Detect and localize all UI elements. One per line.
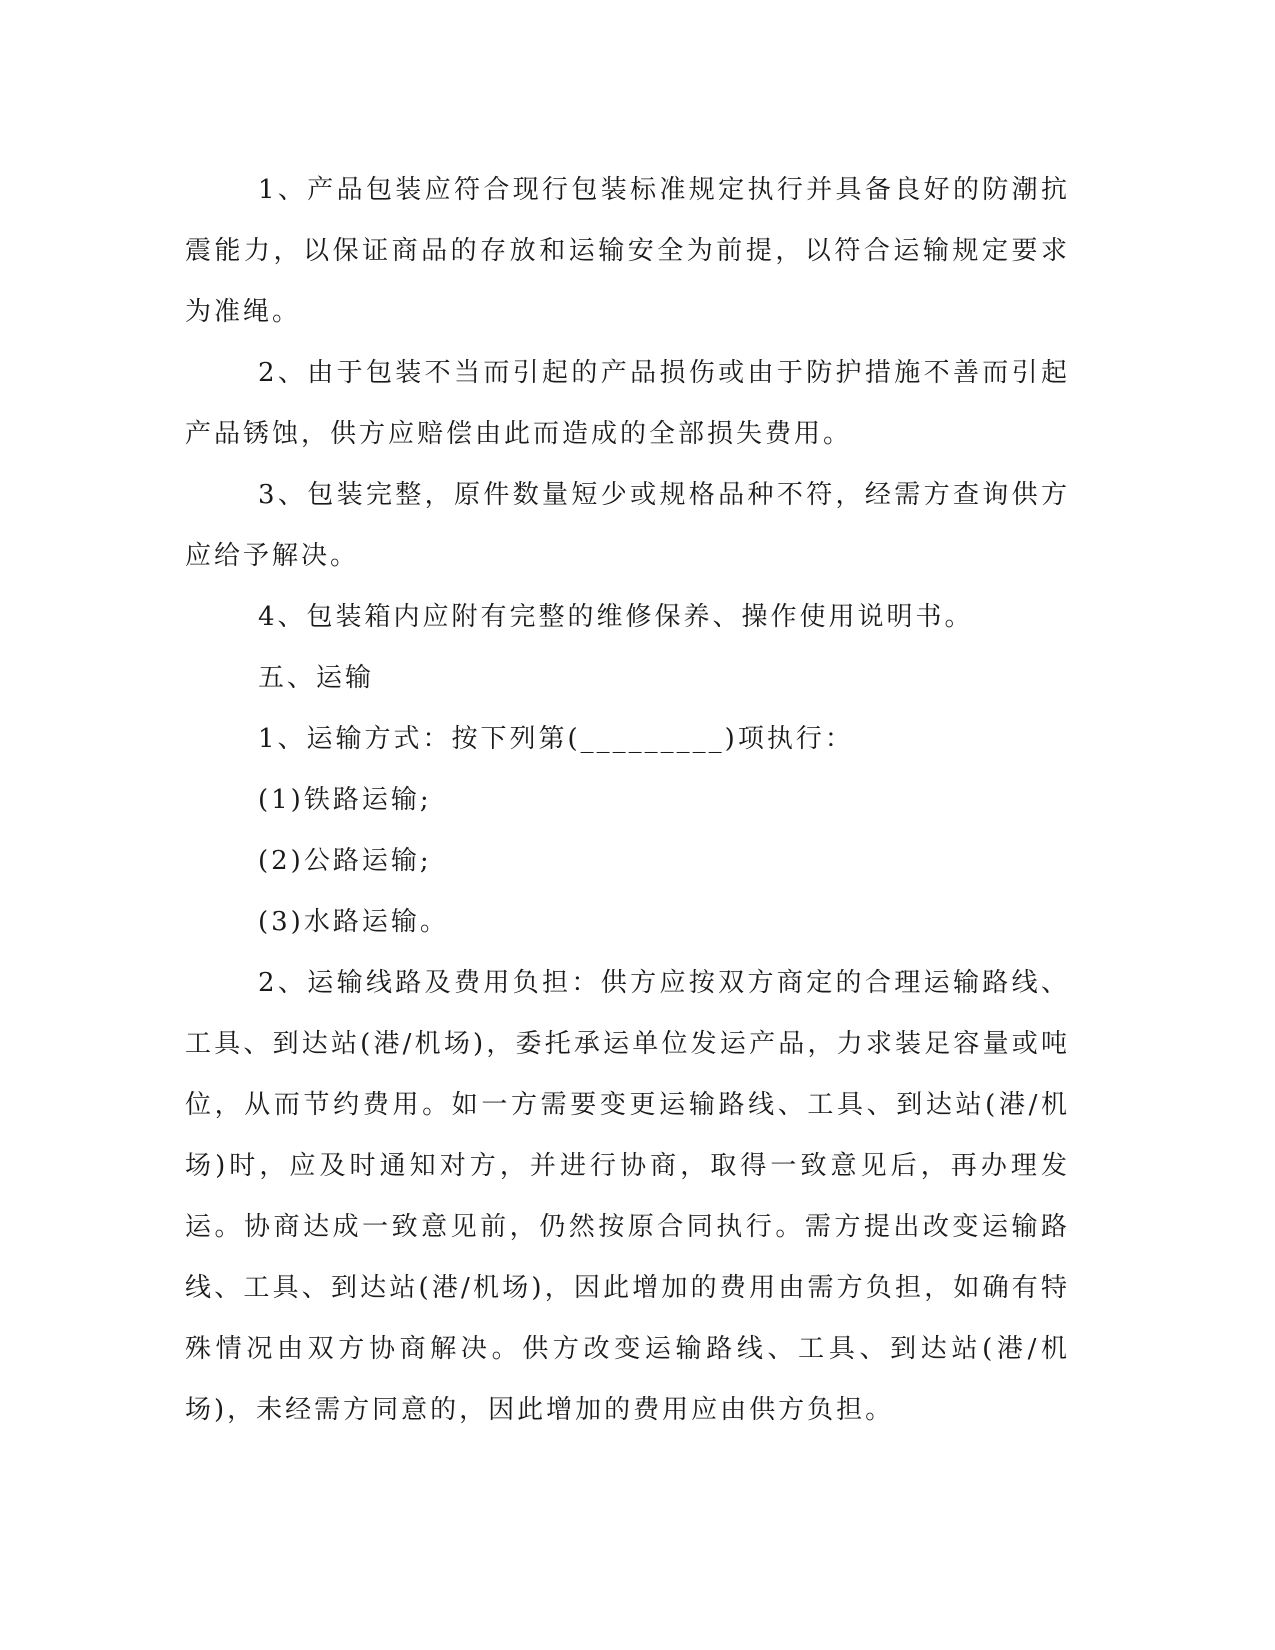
list-item-rail: (1)铁路运输; <box>258 785 432 815</box>
paragraph-packaging-manual: 4、包装箱内应附有完整的维修保养、操作使用说明书。 <box>258 602 974 632</box>
paragraph-transport-route-cost: 2、运输线路及费用负担：供方应按双方商定的合理运输路线、工具、到达站(港/机场)，委托承运单位发运产品，力求装足容量或吨位，从而节约费用。如一方需要变更运输路线、工具、到达站(港/机场)时，应及时通知对方，并进行协商，取得一致意见后，再办理发运。协商达成一致意见前，仍然按原合同执行。需方提出改变运输路线、工具、到达站(港/机场)，因此增加的费用由需方负担，如确有特殊情况由双方协商解决。供方改变运输路线、工具、到达站(港/机场)，未经需方同意的，因此增加的费用应由供方负担。 <box>185 968 1070 1425</box>
paragraph-transport-method: 1、运输方式：按下列第(_________)项执行： <box>258 724 854 754</box>
list-item-water: (3)水路运输。 <box>258 907 449 937</box>
paragraph-packaging-damage: 2、由于包装不当而引起的产品损伤或由于防护措施不善而引起产品锈蚀，供方应赔偿由此而造成的全部损失费用。 <box>185 358 1070 449</box>
document-body <box>185 160 1070 1441</box>
paragraph-packaging-standard: 1、产品包装应符合现行包装标准规定执行并具备良好的防潮抗震能力，以保证商品的存放和运输安全为前提，以符合运输规定要求为准绳。 <box>185 175 1070 327</box>
section-heading-transport: 五、运输 <box>258 663 375 693</box>
paragraph-packaging-shortage: 3、包装完整，原件数量短少或规格品种不符，经需方查询供方应给予解决。 <box>185 480 1070 571</box>
list-item-road: (2)公路运输; <box>258 846 432 876</box>
